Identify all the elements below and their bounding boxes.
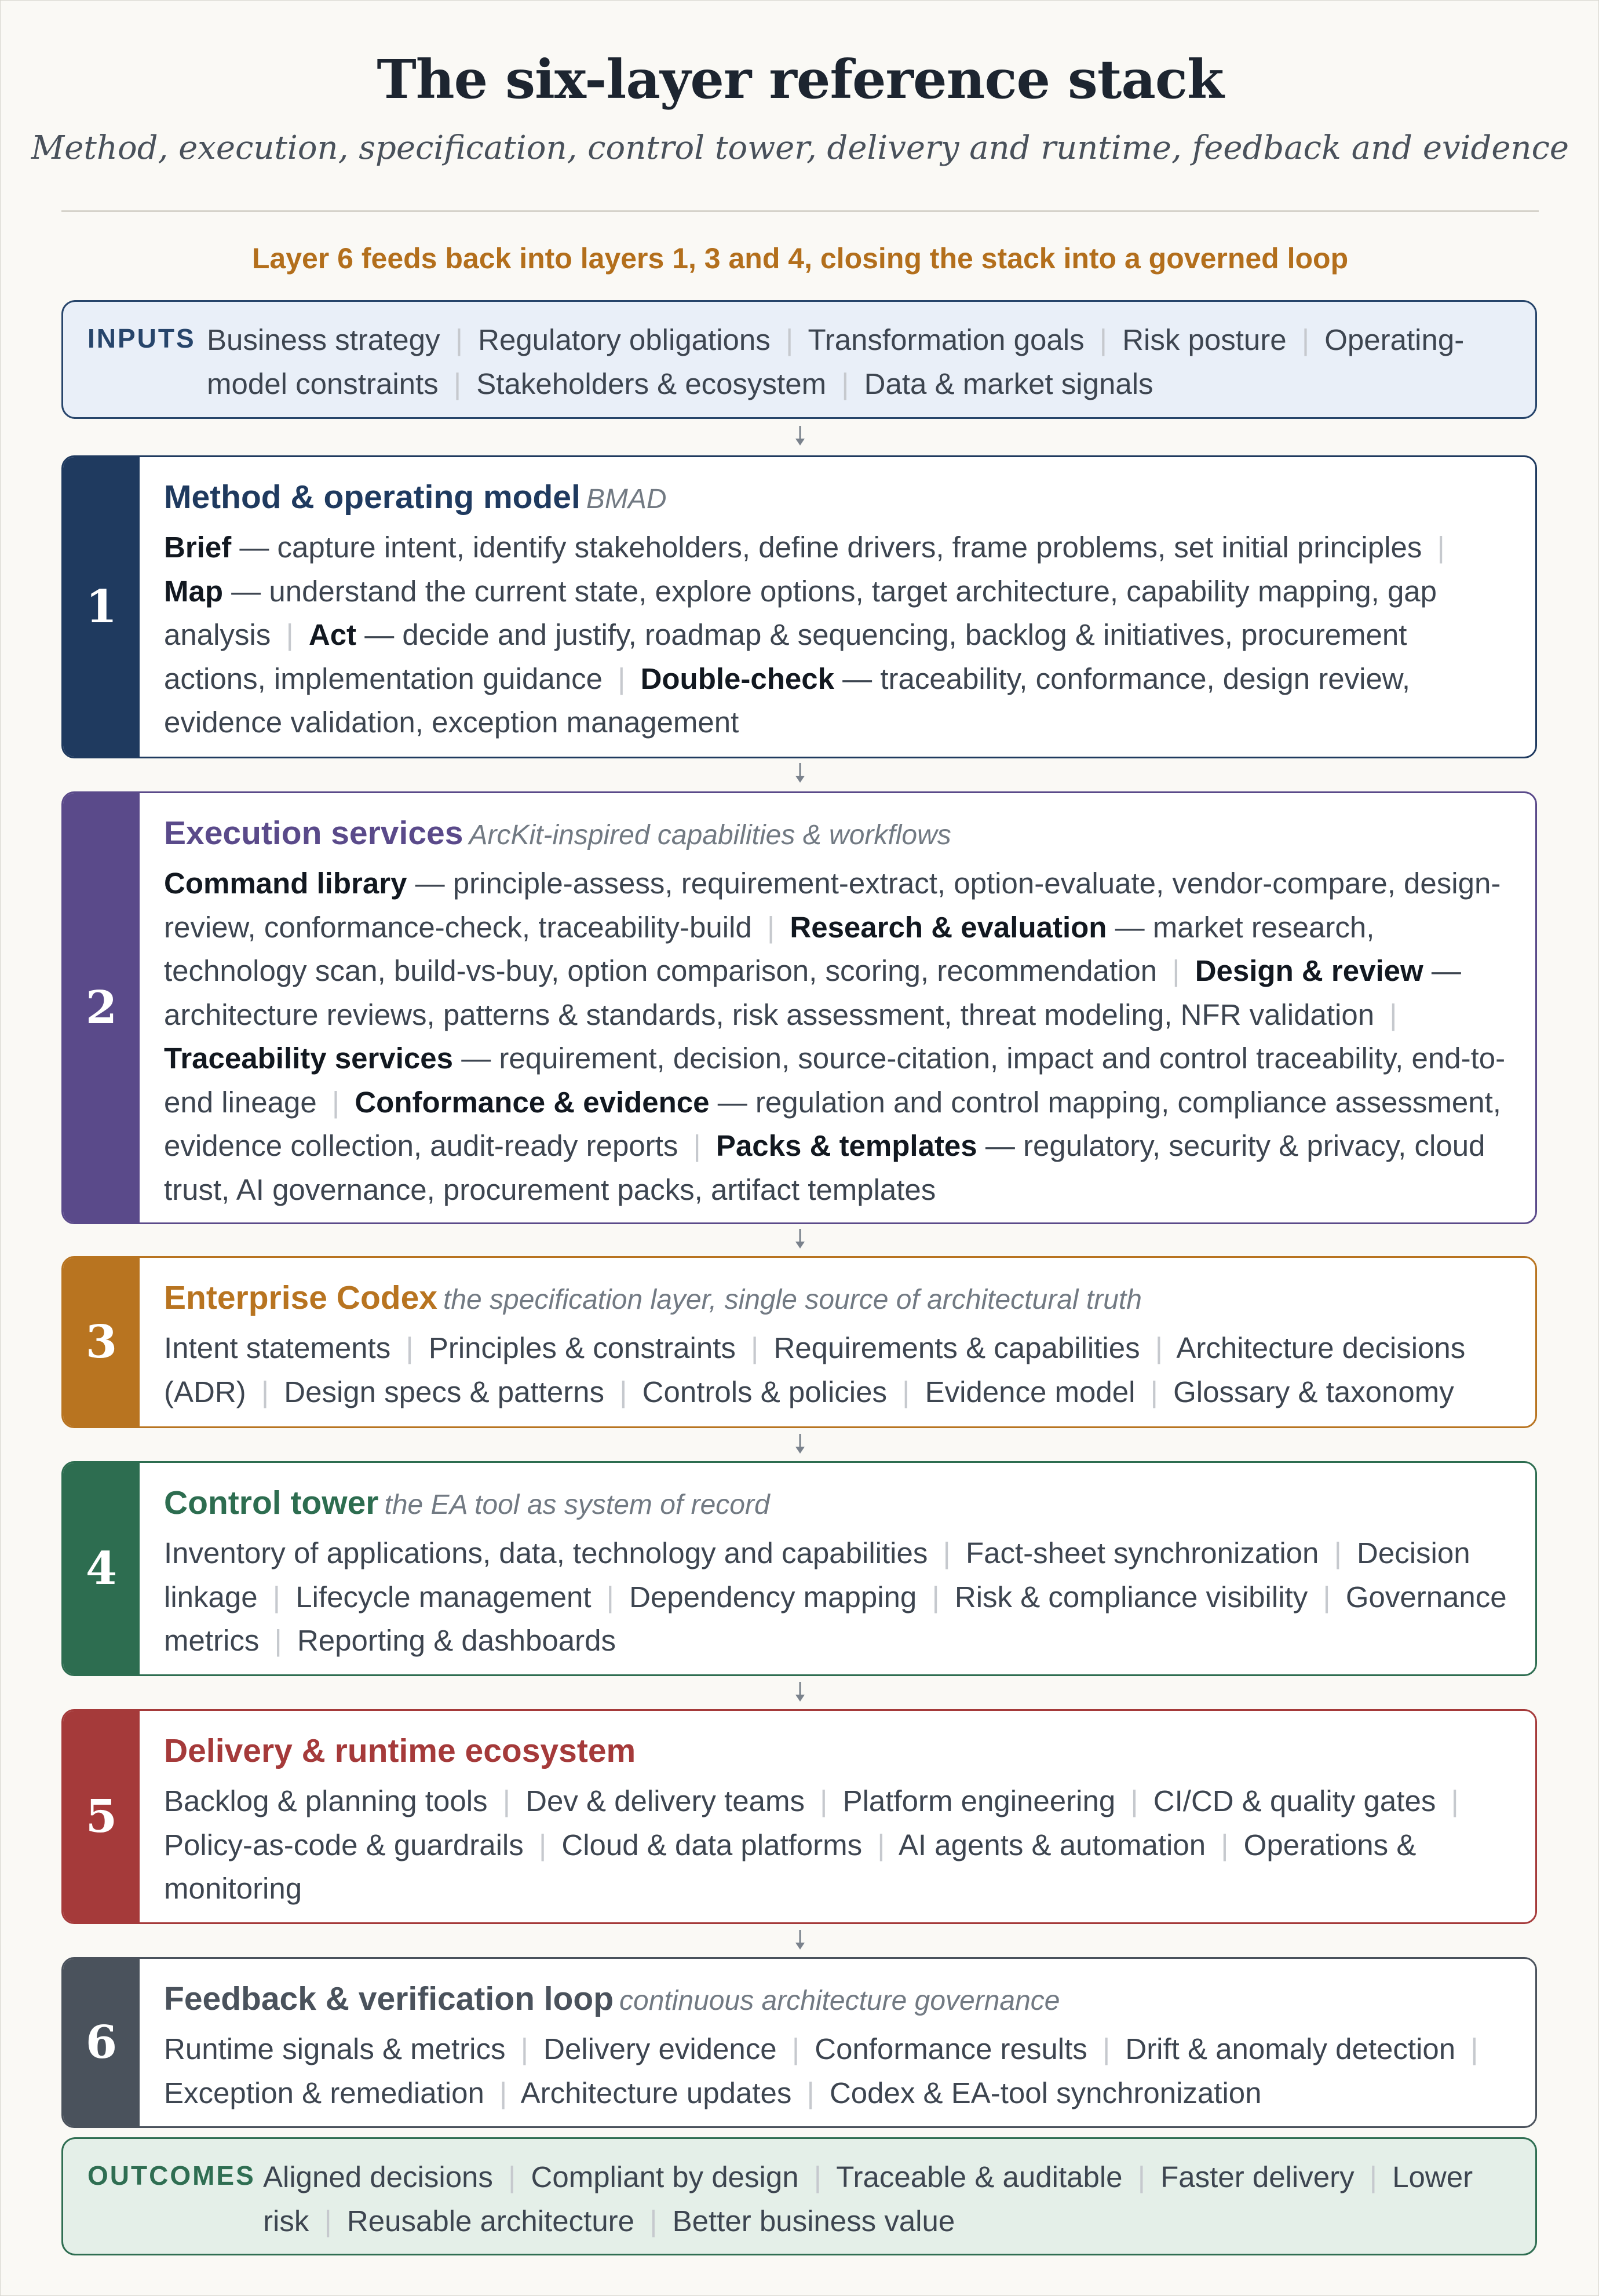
separator: | <box>820 1784 828 1817</box>
list-item: Better business value <box>672 2204 955 2237</box>
list-item: Regulatory obligations <box>478 323 771 356</box>
separator: | <box>806 2076 815 2109</box>
layer-subtitle: BMAD <box>586 484 667 514</box>
list-item: Decision linkage <box>164 1536 1470 1614</box>
list-item: Data & market signals <box>864 367 1153 400</box>
layer-number: 2 <box>63 793 140 1222</box>
list-item: Command library — principle-assess, requirement-extract, option-evaluate, vendor-compare, design-review, conformance-check, traceability-build <box>164 867 1501 944</box>
arrow-down-icon <box>793 1929 807 1952</box>
list-item: Fact-sheet synchronization <box>965 1536 1319 1569</box>
item-text: regulation and control mapping, compliance assessment, evidence collection, audit-ready reports <box>164 1085 1501 1162</box>
separator: | <box>943 1536 951 1569</box>
item-text: traceability, conformance, design review, evidence validation, exception management <box>164 662 1410 739</box>
separator: | <box>932 1580 940 1614</box>
layer-title: Execution services <box>164 815 463 852</box>
list-item: Risk & compliance visibility <box>954 1580 1308 1614</box>
separator: | <box>1130 1784 1138 1817</box>
separator: | <box>791 2032 800 2065</box>
list-item: Operating-model constraints <box>207 323 1465 400</box>
list-item: Exception & remediation <box>164 2076 484 2109</box>
item-text: market research, technology scan, build-vs-buy, option comparison, scoring, recommendation <box>164 910 1375 987</box>
separator: | <box>508 2160 516 2193</box>
list-item: Architecture updates <box>520 2076 792 2109</box>
list-item: Codex & EA-tool synchronization <box>829 2076 1262 2109</box>
separator: | <box>785 323 794 356</box>
arrow-down-icon <box>793 1681 807 1704</box>
separator: | <box>606 1580 614 1614</box>
layer-body <box>164 862 1513 1211</box>
inputs-list <box>207 318 1512 406</box>
list-item: Double-check — traceability, conformance, design review, evidence validation, exception management <box>164 662 1410 739</box>
separator: | <box>1323 1580 1331 1614</box>
layer-5-delivery <box>61 1709 1537 1924</box>
layer-subtitle: ArcKit-inspired capabilities & workflows <box>469 820 951 850</box>
separator: | <box>1172 954 1180 987</box>
separator: | <box>618 662 626 695</box>
separator: | <box>902 1375 910 1408</box>
list-item: Act — decide and justify, roadmap & sequencing, backlog & initiatives, procurement actions, implementation guidance <box>164 618 1407 695</box>
separator: | <box>619 1375 627 1408</box>
separator: | <box>1099 323 1108 356</box>
list-item: Transformation goals <box>808 323 1085 356</box>
separator: | <box>1155 1331 1163 1364</box>
layer-title: Enterprise Codex <box>164 1279 437 1316</box>
list-item: Map — understand the current state, explore options, target architecture, capability mapping, gap analysis <box>164 574 1437 651</box>
item-term: Act <box>308 618 357 651</box>
list-item: Packs & templates — regulatory, security & privacy, cloud trust, AI governance, procurement packs, artifact templates <box>164 1129 1485 1206</box>
separator: | <box>766 910 775 944</box>
separator: | <box>1301 323 1310 356</box>
layer-title: Method & operating model <box>164 479 581 516</box>
separator: | <box>455 323 463 356</box>
layer-number: 5 <box>63 1711 140 1922</box>
item-term: Command library <box>164 867 407 900</box>
list-item: Principles & constraints <box>428 1331 736 1364</box>
list-item: Intent statements <box>164 1331 391 1364</box>
list-item: Cloud & data platforms <box>561 1828 863 1861</box>
layer-body <box>164 2027 1513 2115</box>
list-item: Reporting & dashboards <box>297 1624 616 1657</box>
separator: | <box>286 618 294 651</box>
list-item: Business strategy <box>207 323 440 356</box>
list-item: Drift & anomaly detection <box>1125 2032 1456 2065</box>
item-text: capture intent, identify stakeholders, define drivers, frame problems, set initial principles <box>277 531 1422 564</box>
item-term: Research & evaluation <box>790 910 1107 944</box>
separator: | <box>1334 1536 1342 1569</box>
separator: | <box>1102 2032 1111 2065</box>
separator: | <box>453 367 462 400</box>
layer-body <box>164 525 1513 744</box>
list-item: Traceable & auditable <box>836 2160 1123 2193</box>
separator: | <box>751 1331 759 1364</box>
outcomes-label: OUTCOMES <box>87 2160 255 2191</box>
item-text: architecture reviews, patterns & standards, risk assessment, threat modeling, NFR validation <box>164 998 1375 1031</box>
layer-body <box>164 1326 1513 1414</box>
separator: | <box>274 1624 282 1657</box>
separator: | <box>331 1085 340 1119</box>
item-text: decide and justify, roadmap & sequencing, backlog & initiatives, procurement actions, implementation guidance <box>164 618 1407 695</box>
list-item: CI/CD & quality gates <box>1153 1784 1436 1817</box>
layer-title: Control tower <box>164 1484 379 1521</box>
item-term: Map <box>164 574 223 608</box>
list-item: Lifecycle management <box>295 1580 592 1614</box>
feedback-callout: Layer 6 feeds back into layers 1, 3 and 4, closing the stack into a governed loop <box>251 242 1349 275</box>
list-item: Faster delivery <box>1160 2160 1355 2193</box>
inputs-band <box>61 300 1537 419</box>
list-item: Requirements & capabilities <box>773 1331 1140 1364</box>
item-term: Conformance & evidence <box>355 1085 710 1119</box>
layer-title: Delivery & runtime ecosystem <box>164 1732 636 1769</box>
separator: | <box>1150 1375 1158 1408</box>
list-item: Design specs & patterns <box>284 1375 605 1408</box>
layer-subtitle: the specification layer, single source of architectural truth <box>443 1284 1142 1315</box>
list-item: Traceability services — requirement, decision, source-citation, impact and control traceability, end-to-end lineage <box>164 1042 1506 1119</box>
list-item: Glossary & taxonomy <box>1173 1375 1454 1408</box>
list-item: Aligned decisions <box>263 2160 493 2193</box>
list-item: Backlog & planning tools <box>164 1784 488 1817</box>
layer-number: 6 <box>63 1959 140 2126</box>
item-term: Brief <box>164 531 232 564</box>
item-term: Double-check <box>640 662 834 695</box>
separator: | <box>1137 2160 1145 2193</box>
item-term: Design & review <box>1195 954 1423 987</box>
list-item: Dependency mapping <box>629 1580 917 1614</box>
separator: | <box>261 1375 269 1408</box>
list-item: Evidence model <box>925 1375 1136 1408</box>
arrow-down-icon <box>793 425 807 448</box>
separator: | <box>502 1784 510 1817</box>
separator: | <box>324 2204 332 2237</box>
list-item: Runtime signals & metrics <box>164 2032 506 2065</box>
list-item: Platform engineering <box>842 1784 1116 1817</box>
separator: | <box>1437 531 1445 564</box>
layer-number: 4 <box>63 1463 140 1674</box>
layer-title: Feedback & verification loop <box>164 1980 614 2017</box>
layer-number: 3 <box>63 1258 140 1426</box>
separator: | <box>1389 998 1397 1031</box>
list-item: Policy-as-code & guardrails <box>164 1828 524 1861</box>
list-item: Design & review — architecture reviews, patterns & standards, risk assessment, threat modeling, NFR validation <box>164 954 1461 1031</box>
inputs-label: INPUTS <box>87 323 196 353</box>
layer-6-feedback <box>61 1957 1537 2128</box>
separator: | <box>1369 2160 1378 2193</box>
list-item: Reusable architecture <box>346 2204 635 2237</box>
item-term: Packs & templates <box>715 1129 977 1162</box>
layer-body <box>164 1779 1513 1911</box>
item-text: principle-assess, requirement-extract, option-evaluate, vendor-compare, design-review, conformance-check, traceability-build <box>164 867 1501 944</box>
item-text: regulatory, security & privacy, cloud trust, AI governance, procurement packs, artifact templates <box>164 1129 1485 1206</box>
separator: | <box>1451 1784 1459 1817</box>
list-item: Lower risk <box>263 2160 1473 2237</box>
item-term: Traceability services <box>164 1042 454 1075</box>
separator: | <box>1221 1828 1229 1861</box>
layer-1-method <box>61 455 1537 758</box>
list-item: Governance metrics <box>164 1580 1507 1657</box>
outcomes-list <box>263 2155 1512 2243</box>
separator: | <box>499 2076 508 2109</box>
divider <box>61 210 1539 212</box>
separator: | <box>406 1331 414 1364</box>
layer-2-execution <box>61 791 1537 1224</box>
page-subtitle: Method, execution, specification, control tower, delivery and runtime, feedback and evidence <box>31 129 1569 167</box>
separator: | <box>813 2160 822 2193</box>
layer-subtitle: the EA tool as system of record <box>384 1490 770 1520</box>
list-item: Brief — capture intent, identify stakeholders, define drivers, frame problems, set initial principles <box>164 531 1422 564</box>
arrow-down-icon <box>793 1228 807 1251</box>
list-item: Dev & delivery teams <box>525 1784 805 1817</box>
separator: | <box>538 1828 547 1861</box>
separator: | <box>877 1828 885 1861</box>
arrow-down-icon <box>793 762 807 785</box>
separator: | <box>520 2032 528 2065</box>
layer-body <box>164 1531 1513 1663</box>
list-item: Operations & monitoring <box>164 1828 1417 1905</box>
separator: | <box>841 367 849 400</box>
list-item: Conformance & evidence — regulation and control mapping, compliance assessment, evidence collection, audit-ready reports <box>164 1085 1501 1162</box>
list-item: Controls & policies <box>642 1375 887 1408</box>
layer-subtitle: continuous architecture governance <box>619 1985 1060 2016</box>
separator: | <box>1470 2032 1478 2065</box>
separator: | <box>649 2204 658 2237</box>
page-title: The six-layer reference stack <box>377 48 1224 111</box>
list-item: Research & evaluation — market research, technology scan, build-vs-buy, option comparison, scoring, recommendation <box>164 910 1375 987</box>
arrow-down-icon <box>793 1433 807 1456</box>
item-text: understand the current state, explore options, target architecture, capability mapping, gap analysis <box>164 574 1437 651</box>
layer-3-codex <box>61 1256 1537 1428</box>
list-item: Delivery evidence <box>543 2032 777 2065</box>
layer-number: 1 <box>63 457 140 757</box>
list-item: Stakeholders & ecosystem <box>476 367 827 400</box>
outcomes-band <box>61 2137 1537 2255</box>
list-item: Conformance results <box>815 2032 1087 2065</box>
list-item: Inventory of applications, data, technology and capabilities <box>164 1536 928 1569</box>
list-item: Architecture decisions (ADR) <box>164 1331 1466 1408</box>
separator: | <box>272 1580 281 1614</box>
separator: | <box>693 1129 701 1162</box>
list-item: Risk posture <box>1122 323 1287 356</box>
list-item: AI agents & automation <box>898 1828 1206 1861</box>
list-item: Compliant by design <box>531 2160 799 2193</box>
item-text: requirement, decision, source-citation, impact and control traceability, end-to-end lineage <box>164 1042 1506 1119</box>
layer-4-control-tower <box>61 1461 1537 1676</box>
